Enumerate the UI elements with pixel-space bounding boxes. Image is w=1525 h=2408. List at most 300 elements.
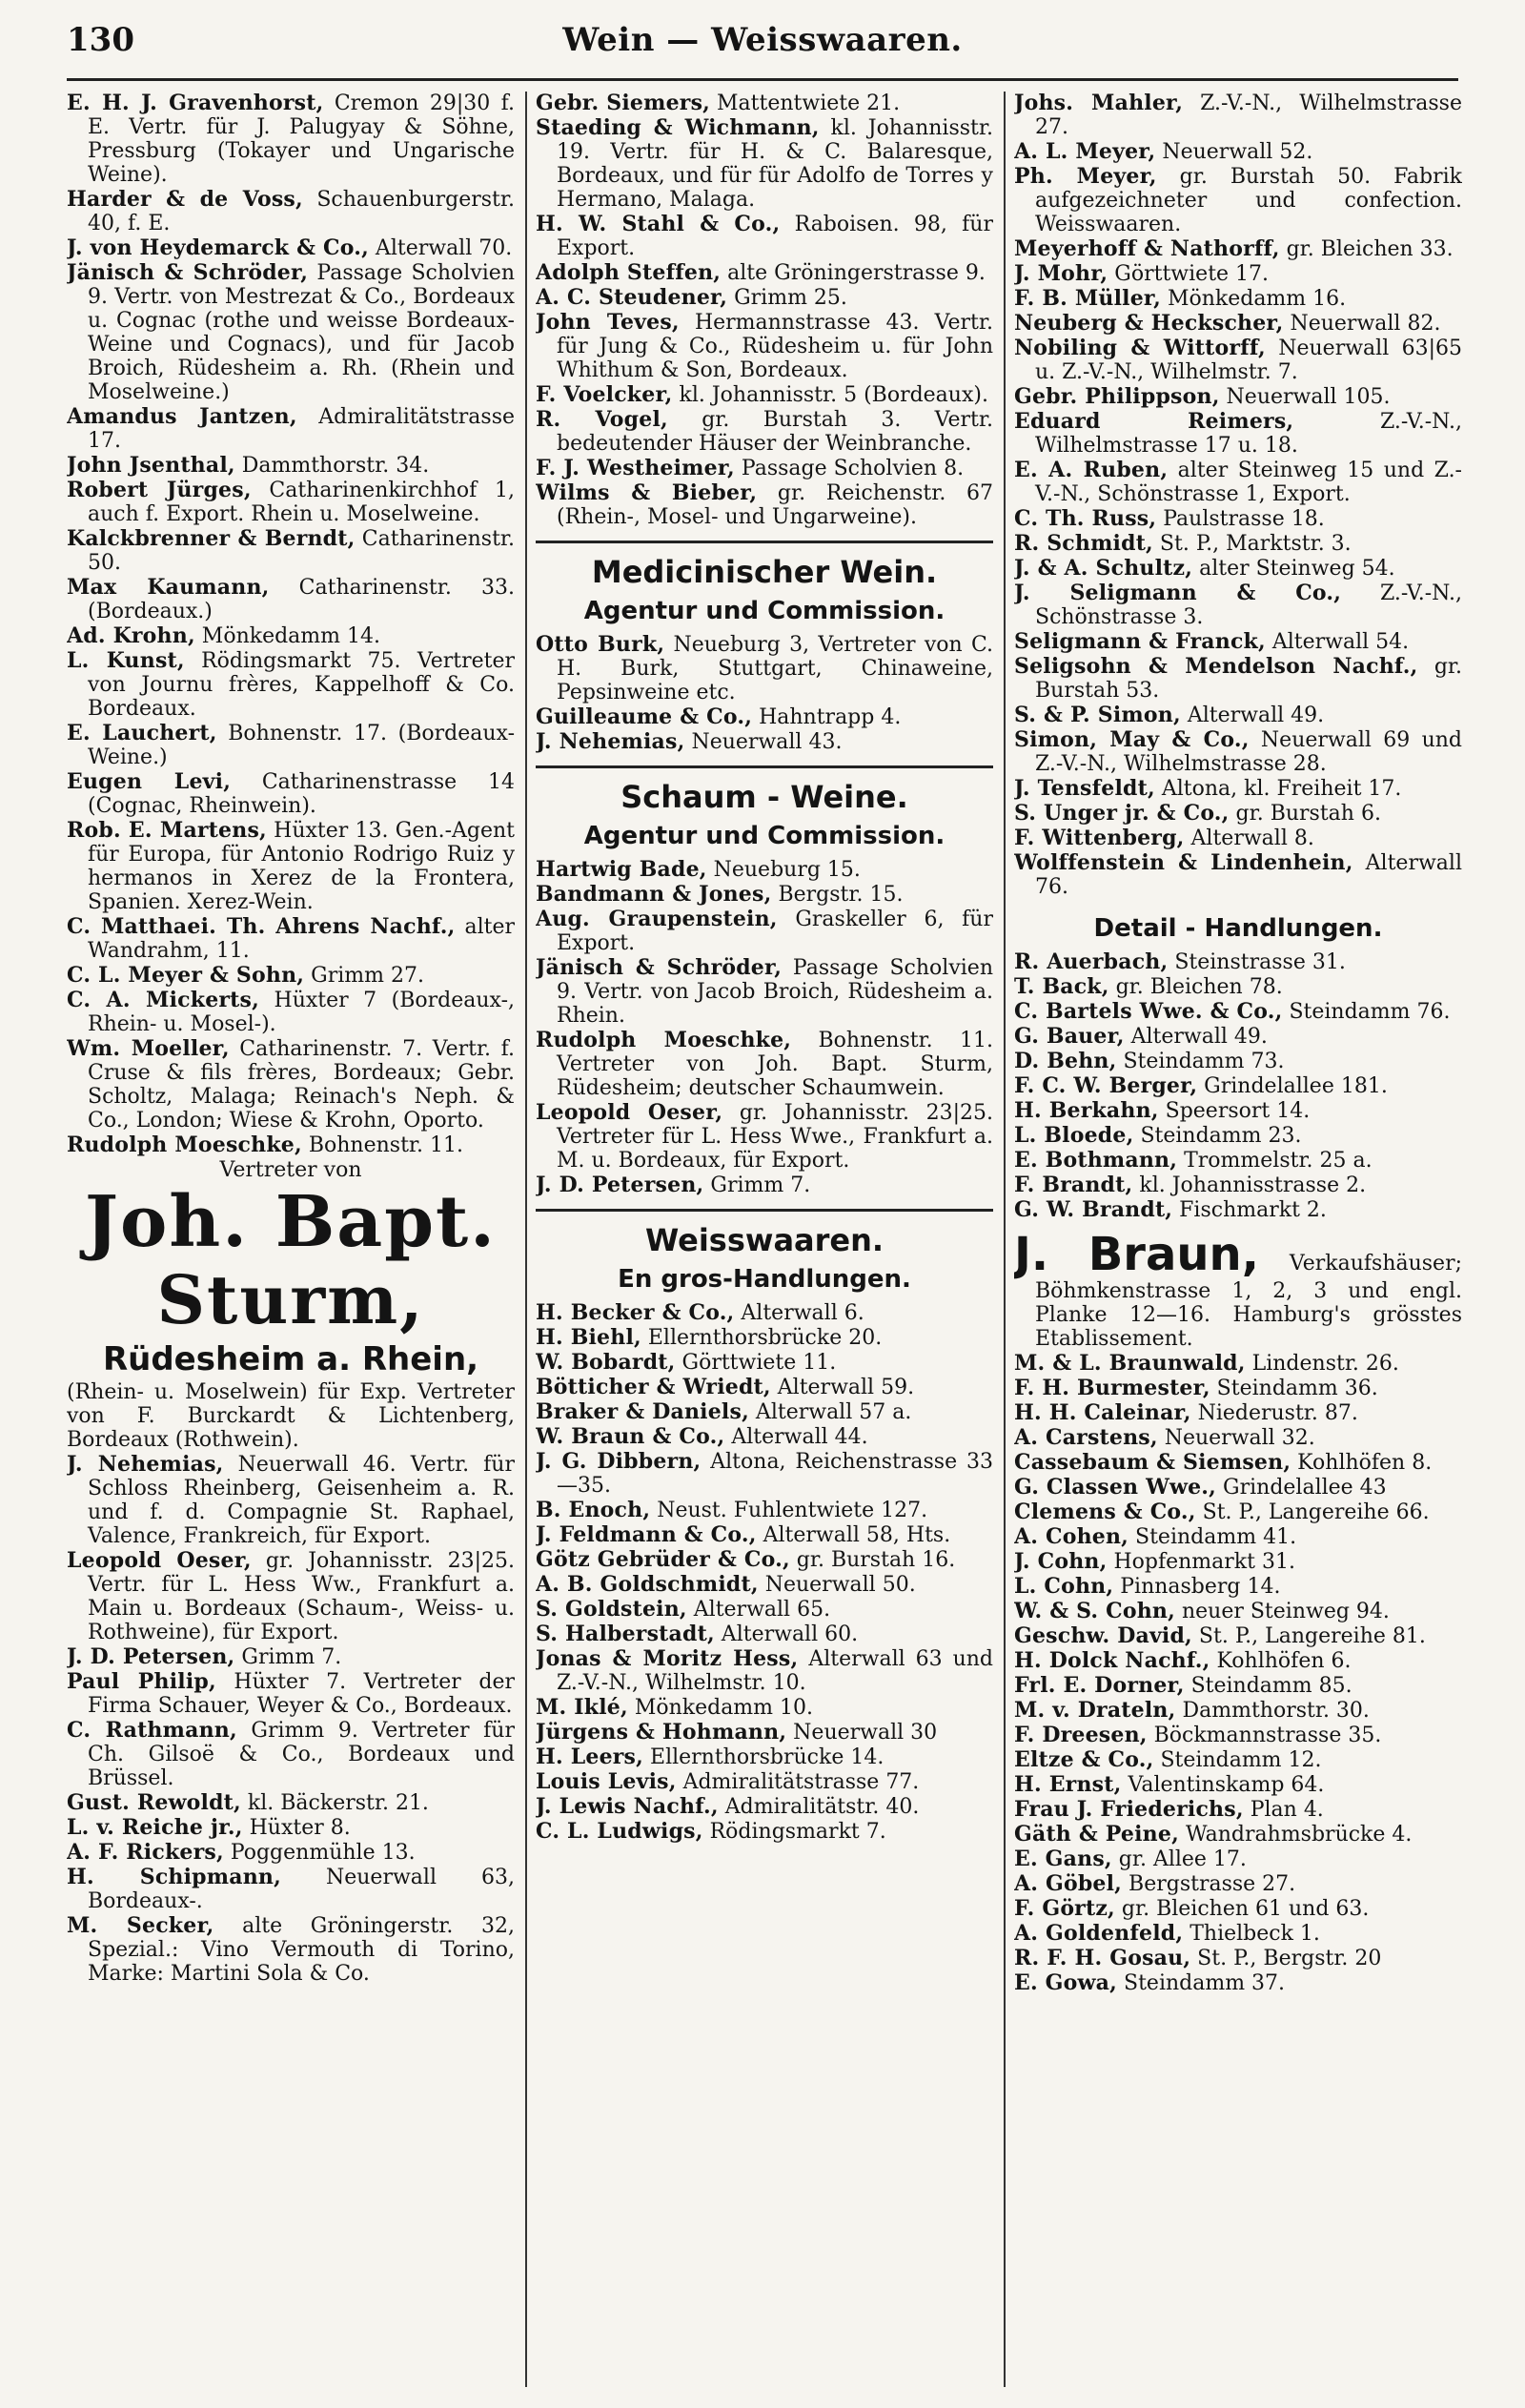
wine-dealer-list-continued [67,1453,515,1986]
entry-text: Steindamm 37. [1117,1971,1286,1995]
entry-text: Steindamm 23. [1133,1124,1302,1148]
directory-entry [1014,1947,1462,1970]
directory-entry [1014,1173,1462,1197]
entry-text: Steinstrasse 31. [1168,950,1346,974]
directory-entry [1014,1773,1462,1797]
ad-description: (Rhein- u. Moselwein) für Exp. Vertreter von F. Burckardt & Lichtenberg, Bordeaux (Rothwein). [67,1380,515,1452]
entry-text: Hüxter 7. Vertreter der Firma Schauer, Weyer & Co., Bordeaux. [88,1670,515,1718]
directory-entry [1014,1971,1462,1995]
entry-name: F. Brandt, [1014,1173,1133,1197]
entry-name: C. Bartels Wwe. & Co., [1014,999,1283,1024]
entry-text: Neuerwall 82. [1283,312,1441,336]
entry-text: Niederustr. 87. [1190,1401,1358,1425]
entry-text: Mattentwiete 21. [710,92,901,115]
directory-entry [536,908,993,955]
directory-entry [1014,1674,1462,1698]
entry-name: Jänisch & Schröder, [536,955,783,980]
entry-name: Wilms & Bieber, [536,480,758,505]
directory-entry [67,454,515,478]
entry-name: J. Mohr, [1014,261,1108,286]
entry-name: E. Lauchert, [67,721,217,745]
entry-name: Bötticher & Wriedt, [536,1375,771,1399]
vertreter-label: Vertreter von [219,1158,362,1182]
directory-entry [67,92,515,187]
entry-name: Bandmann & Jones, [536,882,772,907]
entry-text: Fischmarkt 2. [1172,1198,1327,1222]
entry-text: Neuerwall 32. [1157,1426,1315,1450]
directory-entry [1014,165,1462,236]
entry-name: F. C. W. Berger, [1014,1073,1198,1098]
entry-name: Rudolph Moeschke, [536,1028,792,1052]
entry-name: A. Göbel, [1014,1871,1123,1896]
directory-entry [536,311,993,382]
entry-name: H. H. Caleinar, [1014,1400,1191,1425]
entry-name: H. Dolck Nachf., [1014,1648,1210,1673]
directory-entry [67,479,515,526]
directory-entry [536,1696,993,1720]
entry-text: Thielbeck 1. [1183,1922,1320,1946]
entry-name: J. & A. Schultz, [1014,556,1193,581]
entry-text: Grindelallee 43 [1216,1476,1387,1500]
directory-entry [1014,1476,1462,1500]
entry-name: B. Enoch, [536,1498,651,1522]
entry-name: S. & P. Simon, [1014,703,1181,727]
directory-entry [1014,287,1462,311]
directory-entry [1014,92,1462,139]
directory-entry [67,1133,515,1157]
entry-name: M. v. Drateln, [1014,1698,1176,1723]
entry-text: Görttwiete 11. [675,1351,837,1375]
directory-entry [1014,582,1462,629]
directory-entry [1014,975,1462,999]
directory-entry [536,457,993,480]
entry-text: Z.-V.-N., Wilhelmstrasse 17 u. 18. [1035,410,1462,458]
entry-name: Amandus Jantzen, [67,404,297,429]
entry-text: Steindamm 41. [1128,1525,1297,1549]
directory-entry [67,405,515,453]
directory-entry [536,1425,993,1449]
entry-text: Bohnenstr. 11. [301,1133,463,1157]
entry-name: Aug. Graupenstein, [536,907,778,931]
directory-entry [67,915,515,963]
directory-entry [1014,1149,1462,1173]
entry-text: Catharinenstrasse 14 (Cognac, Rheinwein). [88,770,515,818]
entry-text: Neueburg 15. [706,858,861,882]
page-number: 130 [67,21,134,59]
entry-name: Rob. E. Martens, [67,818,267,843]
braun-text: Verkaufshäuser; Böhmkenstrasse 1, 2, 3 und engl. Planke 12—16. Hamburg's grösstes Etablissement. [1035,1252,1462,1351]
entry-text: Alterwall 44. [724,1425,868,1449]
entry-name: Rudolph Moeschke, [67,1133,302,1157]
entry-text: St. P., Bergstr. 20 [1190,1947,1382,1970]
directory-entry [67,624,515,648]
entry-name: Jonas & Moritz Hess, [536,1646,799,1671]
entry-text: Catharinenstr. 50. [88,527,515,575]
directory-entry [1014,1500,1462,1524]
directory-entry [67,722,515,769]
entry-text: Z.-V.-N., Wilhelmstrasse 27. [1035,92,1462,139]
braun-name: J. Braun, [1014,1228,1259,1281]
section-title-weisswaaren: Weisswaaren. [644,1222,884,1258]
header-rule [67,78,1458,81]
entry-text: St. P., Marktstr. 3. [1152,532,1352,556]
directory-entry [536,1795,993,1819]
entry-name: A. L. Meyer, [1014,139,1156,164]
entry-name: F. Voelcker, [536,382,673,407]
directory-entry [536,1376,993,1399]
entry-name: John Jsenthal, [67,453,235,478]
directory-entry [67,1866,515,1913]
directory-entry [1014,1624,1462,1648]
directory-entry [67,649,515,721]
entry-text: neuer Steinweg 94. [1174,1600,1390,1623]
directory-entry [67,527,515,575]
entry-text: Cremon 29|30 f. E. Vertr. für J. Palugyay & Söhne, Pressburg (Tokayer und Ungarische Weine). [88,92,515,187]
entry-text: Hermannstrasse 43. Vertr. für Jung & Co., Rüdesheim u. für John Whithum & Son, Bordeaux. [557,311,993,382]
directory-entry [536,1499,993,1522]
entry-name: W. Braun & Co., [536,1424,725,1449]
directory-entry [1014,1823,1462,1847]
entry-text: alter Steinweg 54. [1192,557,1395,581]
entry-text: Grimm 7. [703,1173,811,1197]
entry-text: Bergstr. 15. [771,883,904,907]
entry-text: Ellernthorsbrücke 14. [643,1745,884,1769]
directory-entry [1014,728,1462,776]
directory-entry [1014,140,1462,164]
directory-entry [1014,950,1462,974]
entry-text: Mönkedamm 10. [627,1696,814,1720]
entry-name: R. Auerbach, [1014,949,1169,974]
entry-text: kl. Johannisstr. 5 (Bordeaux). [672,383,988,407]
entry-name: C. A. Mickerts, [67,988,259,1012]
entry-name: G. Classen Wwe., [1014,1475,1217,1500]
entry-name: F. Wittenberg, [1014,826,1185,850]
entry-text: Alterwall 6. [734,1301,864,1325]
section-subtitle: Agentur und Commission. [583,822,946,850]
entry-name: C. Th. Russ, [1014,506,1157,531]
entry-text: alter Wandrahm, 11. [88,915,515,963]
entry-text: Passage Scholvien 9. Vertr. von Jacob Broich, Rüdesheim a. Rhein. [557,956,993,1028]
entry-name: H. Schipmann, [67,1865,281,1889]
entry-name: T. Back, [1014,974,1109,999]
directory-entry [1014,777,1462,801]
entry-text: kl. Bäckerstr. 21. [240,1791,429,1815]
directory-entry [67,1841,515,1865]
entry-text: Hahntrapp 4. [752,705,902,729]
entry-name: S. Halberstadt, [536,1622,715,1646]
entry-name: E. H. J. Gravenhorst, [67,92,324,115]
entry-text: Passage Scholvien 9. Vertr. von Mestrezat & Co., Bordeaux u. Cognac (rothe und weisse Bordeaux-Weine und Cognacs), und für Jacob Broich, Rüdesheim a. Rh. (Rhein und Moselweine.) [88,261,515,404]
directory-entry [67,1816,515,1840]
retail-list-continued [1014,1352,1462,1995]
entry-text: Grimm 9. Vertreter für Ch. Gilsoë & Co., Bordeaux und Brüssel. [88,1719,515,1790]
entry-name: A. C. Steudener, [536,285,728,310]
entry-text: Alterwall 58, Hts. [756,1523,951,1547]
section-subtitle: En gros-Handlungen. [618,1265,911,1294]
entry-name: J. D. Petersen, [536,1173,704,1197]
directory-entry [67,1719,515,1790]
entry-name: Seligmann & Franck, [1014,629,1266,654]
directory-entry [1014,1600,1462,1623]
entry-text: Alterwall 63 und Z.-V.-N., Wilhelmstr. 10. [557,1647,993,1695]
entry-text: Bohnenstr. 17. (Bordeaux-Weine.) [88,722,515,769]
directory-entry [1014,1401,1462,1425]
entry-name: Hartwig Bade, [536,857,707,882]
directory-entry [1014,1872,1462,1896]
directory-entry [1014,1198,1462,1222]
entry-name: Adolph Steffen, [536,260,722,285]
entry-text: Böckmannstrasse 35. [1147,1724,1382,1747]
entry-text: Dammthorstr. 34. [234,454,430,478]
entry-text: Neuerwall 105. [1219,385,1391,409]
medicinal-wine-list [536,633,993,754]
entry-name: J. Cohn, [1014,1549,1108,1574]
column-3 [1014,92,1462,2391]
directory-entry [1014,1847,1462,1871]
running-head: Wein — Weisswaaren. [562,21,963,59]
directory-entry [1014,1897,1462,1921]
directory-entry [1014,1377,1462,1400]
linen-wholesale-list [536,1301,993,1844]
directory-entry [1014,1550,1462,1574]
entry-name: J. D. Petersen, [67,1644,235,1669]
entry-text: Hüxter 13. Gen.-Agent für Europa, für Antonio Rodrigo Ruiz y hermanos in Xerez de la Frontera, Spanien. Xerez-Wein. [88,819,515,914]
directory-entry [67,770,515,818]
entry-text: Steindamm 36. [1210,1377,1378,1400]
directory-entry [536,730,993,754]
entry-name: Neuberg & Heckscher, [1014,311,1284,336]
section-rule [536,765,993,768]
entry-text: gr. Johannisstr. 23|25. Vertreter für L. Hess Wwe., Frankfurt a. M. u. Bordeaux, für Export. [557,1101,993,1173]
entry-text: Valentinskamp 64. [1121,1773,1325,1797]
entry-name: D. Behn, [1014,1049,1117,1073]
entry-name: S. Unger jr. & Co., [1014,801,1230,826]
directory-entry [67,188,515,235]
entry-text: gr. Bleichen 61 und 63. [1114,1897,1370,1921]
ad-name-line-2: Sturm, [156,1260,425,1339]
column-1 [67,92,515,2391]
entry-text: Lindenstr. 26. [1245,1352,1399,1376]
entry-name: Frau J. Friederichs, [1014,1797,1244,1822]
directory-entry [1014,1050,1462,1073]
entry-name: M. Secker, [67,1913,214,1938]
directory-entry [67,1037,515,1133]
entry-text: Speersort 14. [1158,1099,1311,1123]
entry-name: Otto Burk, [536,632,665,657]
entry-text: Neuerwall 50. [758,1573,916,1597]
entry-text: Grimm 27. [304,964,424,988]
entry-text: St. P., Langereihe 66. [1195,1500,1430,1524]
linen-wholesale-list-continued [1014,92,1462,899]
entry-name: Guilleaume & Co., [536,704,753,729]
entry-text: Neuerwall 52. [1155,140,1313,164]
directory-entry [67,989,515,1036]
entry-name: H. Biehl, [536,1325,641,1350]
entry-name: Eduard Reimers, [1014,409,1294,434]
entry-name: J. von Heydemarck & Co., [67,235,369,260]
entry-text: Alterwall 8. [1184,826,1314,850]
entry-name: Robert Jürges, [67,478,252,502]
entry-name: Eugen Levi, [67,769,232,794]
directory-entry [1014,1699,1462,1723]
directory-entry [1014,630,1462,654]
entry-name: Eltze & Co., [1014,1747,1154,1772]
entry-name: Braker & Daniels, [536,1399,749,1424]
entry-name: G. W. Brandt, [1014,1197,1173,1222]
directory-entry [1014,1124,1462,1148]
directory-entry [536,956,993,1028]
directory-entry [536,1622,993,1646]
directory-entry [67,1670,515,1718]
entry-text: Catharinenstr. 7. Vertr. f. Cruse & fils frères, Bordeaux; Gebr. Scholtz, Malaga; Reinach's Neph. & Co., London; Wiese & Krohn, Oporto. [88,1037,515,1133]
directory-entry [536,1101,993,1173]
entry-text: Neuerwall 69 und Z.-V.-N., Wilhelmstrasse 28. [1035,728,1462,776]
entry-name: R. Vogel, [536,407,668,432]
entry-text: Kohlhöfen 8. [1291,1451,1433,1475]
entry-name: F. Dreesen, [1014,1723,1148,1747]
entry-text: Ellernthorsbrücke 20. [640,1326,883,1350]
directory-entry [1014,410,1462,458]
entry-name: A. B. Goldschmidt, [536,1572,759,1597]
wine-dealer-list [67,92,515,1157]
directory-entry [536,1647,993,1695]
entry-text: alte Gröningerstrasse 9. [721,261,986,285]
directory-entry [1014,1025,1462,1049]
entry-text: Admiralitätstrasse 17. [88,405,515,453]
entry-name: Nobiling & Wittorff, [1014,336,1266,360]
directory-entry [536,408,993,456]
entry-name: A. Cohen, [1014,1524,1129,1549]
entry-name: S. Goldstein, [536,1597,687,1622]
directory-entry [67,576,515,623]
entry-text: Wandrahmsbrücke 4. [1178,1823,1413,1847]
entry-name: E. Bothmann, [1014,1148,1178,1173]
section-subtitle: Agentur und Commission. [583,597,946,625]
entry-name: F. H. Burmester, [1014,1376,1210,1400]
entry-name: C. Matthaei. Th. Ahrens Nachf., [67,914,456,939]
directory-entry [1014,385,1462,409]
entry-name: Leopold Oeser, [67,1548,252,1573]
section-title-medicinischer-wein: Medicinischer Wein. [591,554,938,590]
entry-text: Admiralitätstrasse 77. [676,1770,920,1794]
entry-text: Hüxter 7 (Bordeaux-, Rhein- u. Mosel-). [88,989,515,1036]
entry-text: Trommelstr. 25 a. [1177,1149,1372,1173]
directory-entry [67,1549,515,1644]
entry-text: Graskeller 6, für Export. [557,908,993,955]
entry-text: Alterwall 65. [686,1598,831,1622]
entry-text: Bergstrasse 27. [1122,1872,1296,1896]
directory-entry [1014,1074,1462,1098]
directory-entry [1014,1724,1462,1747]
directory-entry [536,1523,993,1547]
entry-text: Altona, Reichenstrasse 33—35. [557,1450,993,1498]
entry-name: Seligsohn & Mendelson Nachf., [1014,654,1418,679]
entry-name: J. Nehemias, [67,1452,224,1477]
retail-list [1014,950,1462,1222]
entry-text: gr. Reichenstr. 67 (Rhein-, Mosel- und Ungarweine). [557,481,993,529]
entry-text: alter Steinweg 15 und Z.-V.-N., Schönstrasse 1, Export. [1035,459,1462,506]
entry-name: F. Görtz, [1014,1896,1115,1921]
entry-name: E. A. Ruben, [1014,458,1169,482]
entry-text: Admiralitätstr. 40. [718,1795,920,1819]
entry-text: Altona, kl. Freiheit 17. [1154,777,1402,801]
braun-advert-entry [1014,1230,1462,1351]
directory-entry [536,1573,993,1597]
directory-entry [536,633,993,704]
directory-entry [536,1820,993,1844]
entry-text: Alterwall 76. [1035,851,1462,899]
directory-entry [67,819,515,914]
entry-name: Jänisch & Schröder, [67,260,309,285]
directory-entry [1014,337,1462,384]
entry-text: gr. Burstah 16. [789,1548,956,1572]
entry-text: Neuerwall 46. Vertr. für Schloss Rheinberg, Geisenheim a. R. und f. d. Compagnie St. Raphael, Valence, Frankreich, für Export. [88,1453,515,1548]
directory-entry [536,481,993,529]
entry-name: Gust. Rewoldt, [67,1790,241,1815]
entry-name: Simon, May & Co., [1014,727,1250,752]
entry-text: gr. Burstah 50. Fabrik aufgezeichneter und confection. Weisswaaren. [1035,165,1462,236]
entry-text: Alterwall 49. [1124,1025,1268,1049]
entry-name: J. Lewis Nachf., [536,1794,719,1819]
directory-entry [536,705,993,729]
entry-text: Catharinenkirchhof 1, auch f. Export. Rhein u. Moselweine. [88,479,515,526]
entry-text: Steindamm 76. [1282,1000,1451,1024]
directory-entry [536,1301,993,1325]
entry-text: Paulstrasse 18. [1156,507,1325,531]
entry-text: Passage Scholvien 8. [734,457,965,480]
wine-dealer-list [536,92,993,529]
entry-name: H. Leers, [536,1745,644,1769]
entry-text: Neuerwall 43. [684,730,843,754]
directory-entry [1014,802,1462,826]
entry-text: Neueburg 3, Vertreter von C. H. Burk, Stuttgart, Chinaweine, Pepsinweine etc. [557,633,993,704]
entry-text: Kohlhöfen 6. [1210,1649,1352,1673]
entry-name: John Teves, [536,310,680,335]
entry-text: Alterwall 70. [368,236,513,260]
entry-text: Alterwall 59. [770,1376,915,1399]
directory-entry [536,1351,993,1375]
entry-name: Wm. Moeller, [67,1036,230,1061]
section-title-schaum-weine: Schaum - Weine. [620,779,908,815]
section-rule [536,541,993,543]
entry-name: Geschw. David, [1014,1623,1192,1648]
directory-entry [1014,1748,1462,1772]
section-rule [536,1209,993,1212]
entry-name: L. Kunst, [67,648,185,673]
entry-text: gr. Burstah 6. [1229,802,1381,826]
entry-name: Staeding & Wichmann, [536,115,820,140]
entry-text: Z.-V.-N., Schönstrasse 3. [1035,582,1462,629]
entry-text: gr. Burstah 3. Vertr. bedeutender Häuser der Weinbranche. [557,408,993,456]
sparkling-wine-list [536,858,993,1197]
entry-text: Poggenmühle 13. [223,1841,416,1865]
directory-entry [536,1450,993,1498]
directory-entry [536,286,993,310]
entry-name: Kalckbrenner & Berndt, [67,526,356,551]
entry-name: Ad. Krohn, [67,623,195,648]
entry-name: W. & S. Cohn, [1014,1599,1175,1623]
entry-name: Clemens & Co., [1014,1500,1196,1524]
directory-entry [536,1721,993,1745]
directory-entry [536,1173,993,1197]
directory-entry [67,1791,515,1815]
entry-text: gr. Bleichen 33. [1279,237,1454,261]
entry-name: R. Schmidt, [1014,531,1153,556]
entry-name: H. Becker & Co., [536,1300,735,1325]
directory-entry [536,883,993,907]
directory-entry [536,1400,993,1424]
entry-name: Max Kaumann, [67,575,270,600]
